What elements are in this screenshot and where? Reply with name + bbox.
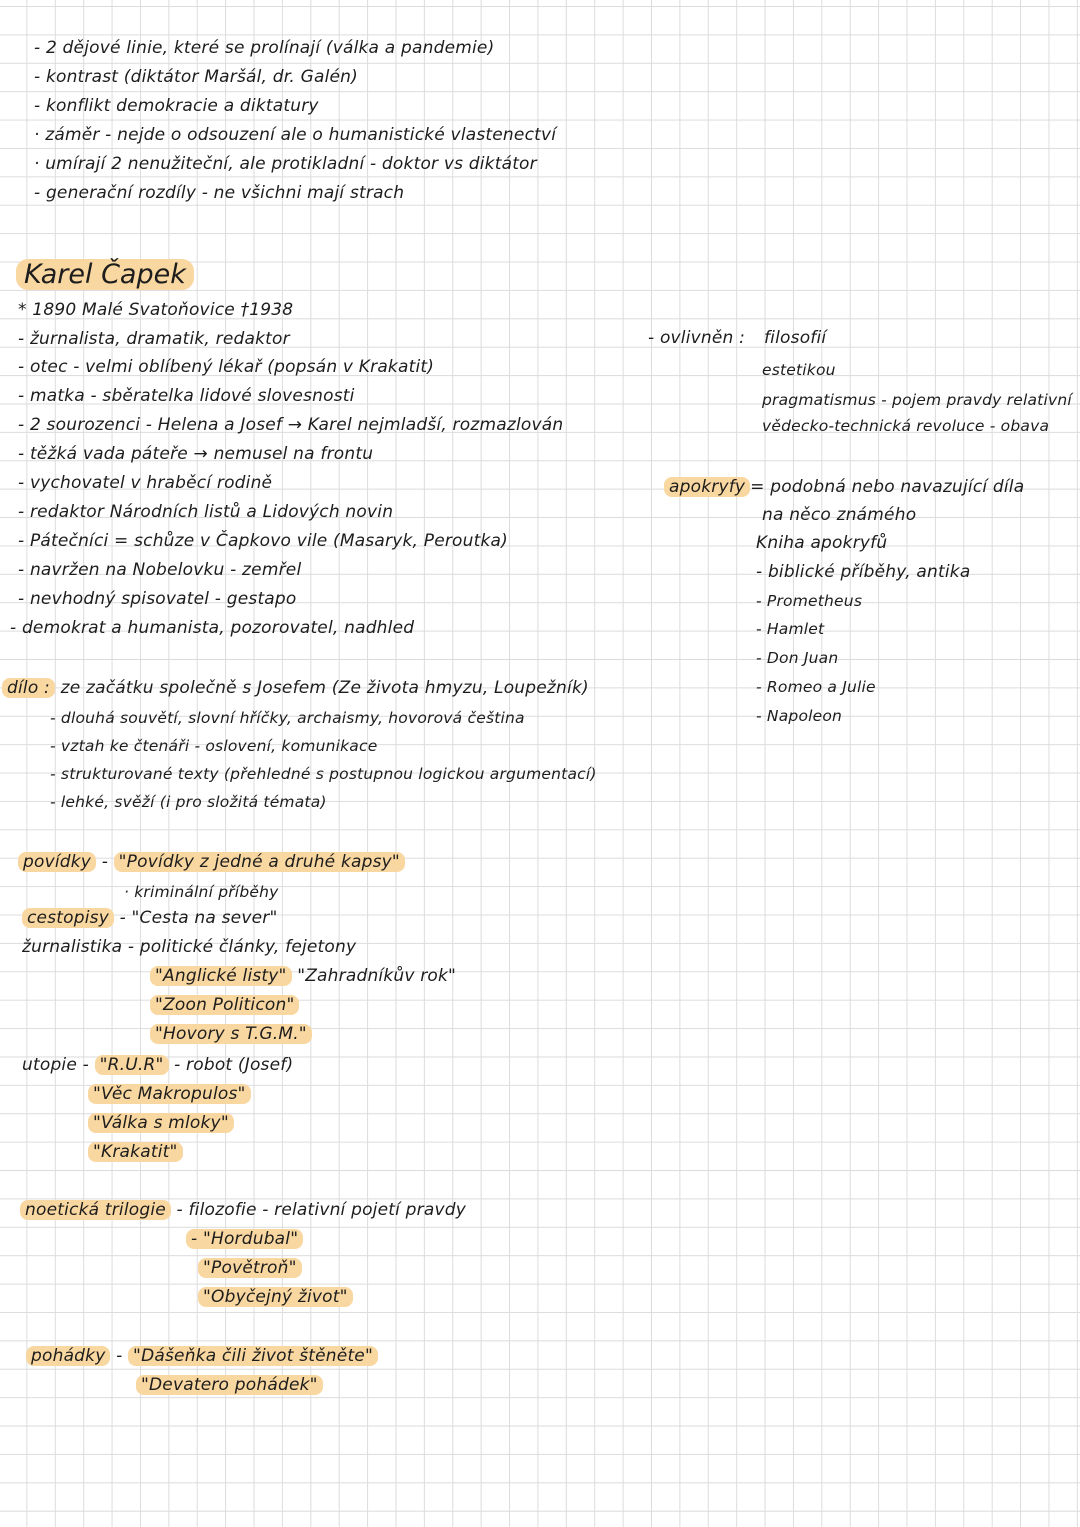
- utopie-first-title: "R.U.R": [95, 1055, 169, 1075]
- bio-item: - matka - sběratelka lidové slovesnosti: [18, 386, 355, 406]
- influence-item: filosofií: [764, 328, 827, 348]
- bio-item: - navržen na Nobelovku - zemřel: [18, 560, 302, 580]
- author-heading: [16, 258, 194, 292]
- zurnalistika-dash: -: [127, 937, 135, 957]
- utopie-title-row: [88, 1111, 234, 1135]
- bio-item: - otec - velmi oblíbený lékař (popsán v Krakatit): [18, 357, 435, 377]
- povidky-note: · kriminální příběhy: [124, 883, 279, 901]
- dilo-feature: - lehké, svěží (i pro složitá témata): [50, 793, 327, 811]
- utopie-title: "Krakatit": [88, 1142, 183, 1162]
- top-list-item: - generační rozdíly - ne všichni mají strach: [34, 183, 405, 203]
- bio-item: * 1890 Malé Svatoňovice †1938: [18, 300, 294, 320]
- pohadky-title: "Dášeňka čili život štěněte": [128, 1346, 378, 1366]
- influence-item: pragmatismus - pojem pravdy relativní: [762, 391, 1072, 409]
- bio-item: - 2 sourozenci - Helena a Josef → Karel nejmladší, rozmazlován: [18, 415, 564, 435]
- utopie-dash: -: [82, 1055, 89, 1075]
- noeticka-label: noetická trilogie: [20, 1200, 171, 1220]
- apokryfy-item: - Don Juan: [756, 649, 839, 667]
- apokryfy-item: - Romeo a Julie: [756, 678, 876, 696]
- pohadky-title: "Devatero pohádek": [136, 1375, 323, 1395]
- cestopisy-title: "Cesta na sever": [131, 908, 278, 928]
- top-list-item: · záměr - nejde o odsouzení ale o humanistické vlastenectví: [34, 125, 557, 145]
- noeticka-title: "Povětroň": [198, 1258, 302, 1278]
- noeticka-title-row: [198, 1285, 353, 1309]
- apokryfy-item: - Napoleon: [756, 707, 843, 725]
- top-list-item: - konflikt demokracie a diktatury: [34, 96, 319, 116]
- utopie-title-row: [88, 1140, 183, 1164]
- cestopisy-line: [22, 906, 277, 930]
- utopie-line: [22, 1053, 293, 1077]
- top-list-item: - kontrast (diktátor Maršál, dr. Galén): [34, 67, 358, 87]
- top-list-item: - 2 dějové linie, které se prolínají (válka a pandemie): [34, 38, 495, 58]
- povidky-title: "Povídky z jedné a druhé kapsy": [114, 852, 405, 872]
- bio-item: - demokrat a humanista, pozorovatel, nadhled: [10, 618, 415, 638]
- cestopisy-label: cestopisy: [22, 908, 114, 928]
- influence-item: vědecko-technická revoluce - obava: [762, 417, 1050, 435]
- dilo-feature: - vztah ke čtenáři - oslovení, komunikace: [50, 737, 378, 755]
- noeticka-title-row: [186, 1227, 303, 1251]
- zurnalistika-title-row: [150, 1022, 312, 1046]
- apokryfy-line: [664, 475, 1024, 499]
- bio-item: - nevhodný spisovatel - gestapo: [18, 589, 297, 609]
- bio-item: - redaktor Národních listů a Lidových novin: [18, 502, 394, 522]
- zurnalistika-title: "Hovory s T.G.M.": [150, 1024, 312, 1044]
- apokryfy-book: Kniha apokryfů: [756, 533, 888, 553]
- dilo-label: dílo :: [2, 678, 55, 698]
- dilo-line: [2, 676, 589, 700]
- noeticka-title-row: [198, 1256, 302, 1280]
- bio-item: - žurnalista, dramatik, redaktor: [18, 329, 290, 349]
- pohadky-label: pohádky: [26, 1346, 110, 1366]
- apokryfy-term: apokryfy: [664, 477, 750, 497]
- noeticka-title: - "Hordubal": [186, 1229, 303, 1249]
- dilo-intro: ze začátku společně s Josefem (Ze života hmyzu, Loupežník): [60, 678, 589, 698]
- influences-label: - ovlivněn :: [648, 328, 746, 348]
- bio-item: - Pátečníci = schůze v Čapkovo vile (Masaryk, Peroutka): [18, 531, 508, 551]
- noeticka-note: filozofie - relativní pojetí pravdy: [188, 1200, 466, 1220]
- apokryfy-item: - Prometheus: [756, 592, 863, 610]
- pohadky-line: [26, 1344, 378, 1368]
- noeticka-title: "Obyčejný život": [198, 1287, 353, 1307]
- zurnalistika-title: "Zoon Politicon": [150, 995, 299, 1015]
- povidky-label: povídky: [18, 852, 96, 872]
- pohadky-dash: -: [116, 1346, 123, 1366]
- zurnalistika-line: [22, 935, 356, 959]
- apokryfy-item: - biblické příběhy, antika: [756, 562, 971, 582]
- apokryfy-definition: = podobná nebo navazující díla: [750, 477, 1025, 497]
- zurnalistika-title: "Anglické listy": [150, 966, 292, 986]
- apokryfy-definition-cont: na něco známého: [762, 505, 917, 525]
- dilo-feature: - dlouhá souvětí, slovní hříčky, archaismy, hovorová čeština: [50, 709, 525, 727]
- povidky-line: [18, 850, 405, 874]
- utopie-title-row: [88, 1082, 251, 1106]
- zurnalistika-title-row: [150, 993, 299, 1017]
- zurnalistika-note: politické články, fejetony: [139, 937, 357, 957]
- utopie-title: "Válka s mloky": [88, 1113, 234, 1133]
- povidky-dash: -: [101, 852, 109, 872]
- zurnalistika-label: žurnalistika: [22, 937, 123, 957]
- utopie-title: "Věc Makropulos": [88, 1084, 251, 1104]
- dilo-feature: - strukturované texty (přehledné s postupnou logickou argumentací): [50, 765, 597, 783]
- zurnalistika-title: "Zahradníkův rok": [297, 966, 457, 986]
- zurnalistika-titles-row: [150, 964, 456, 988]
- noeticka-dash: -: [176, 1200, 183, 1220]
- influence-item: estetikou: [762, 361, 836, 379]
- top-list-item: · umírají 2 nenužiteční, ale protikladní - doktor vs diktátor: [34, 154, 537, 174]
- apokryfy-item: - Hamlet: [756, 620, 825, 638]
- bio-item: - vychovatel v hraběcí rodině: [18, 473, 273, 493]
- cestopisy-dash: -: [119, 908, 126, 928]
- utopie-first-note: - robot (Josef): [174, 1055, 294, 1075]
- noeticka-line: [20, 1198, 466, 1222]
- utopie-label: utopie: [22, 1055, 78, 1075]
- pohadky-title-row: [136, 1373, 323, 1397]
- author-name: Karel Čapek: [16, 259, 194, 290]
- bio-item: - těžká vada páteře → nemusel na frontu: [18, 444, 374, 464]
